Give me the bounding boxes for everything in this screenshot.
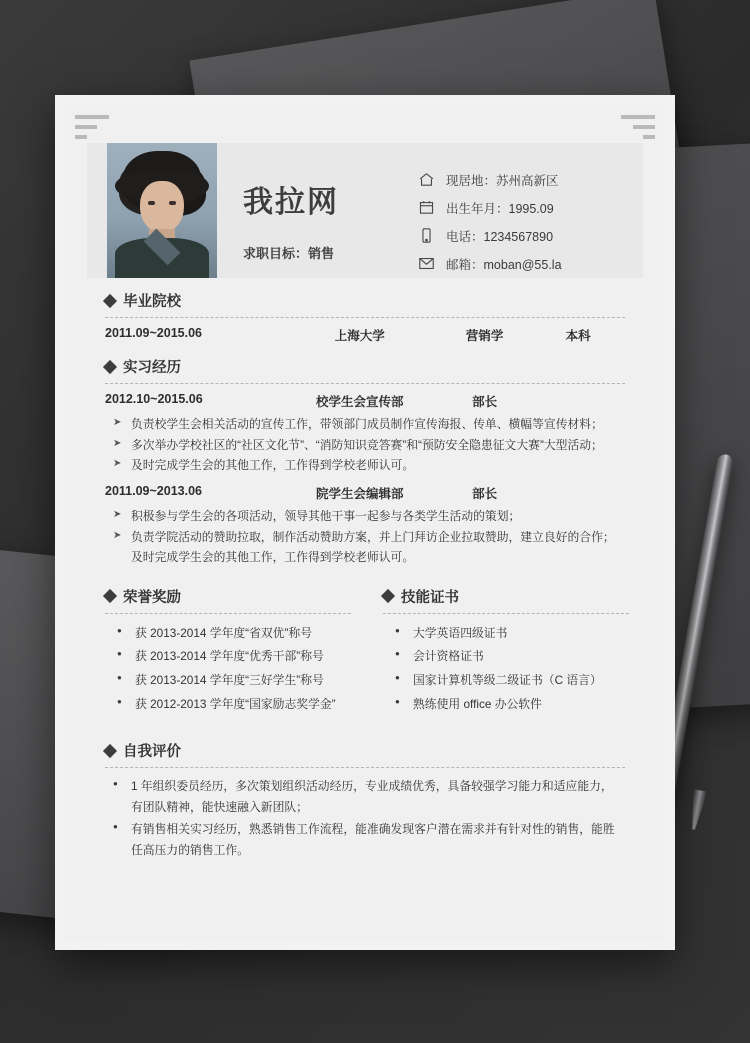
list-item: ● 1 年组织委员经历，多次策划组织活动经历，专业成绩优秀，具备较强学习能力和适应能力，有团队精神，能快速融入新团队； (113, 776, 619, 818)
contact-birthdate (417, 198, 633, 217)
list-item: ● 有销售相关实习经历，熟悉销售工作流程，能准确发现客户潜在需求并有针对性的销售，能胜任高压力的销售工作。 (113, 819, 619, 861)
candidate-name: 我拉网 (243, 186, 339, 219)
list-item: ● 国家计算机等级二级证书（C 语言） (395, 669, 633, 693)
list-item: ● 获 2013-2014 学年度“三好学生”称号 (117, 669, 355, 693)
section-label: 荣誉奖励 (123, 589, 181, 606)
section-label: 自我评价 (123, 744, 181, 761)
two-column-section (87, 586, 643, 724)
section-divider (105, 767, 625, 768)
name-block (217, 143, 407, 278)
internship-role: 部长 (472, 486, 498, 501)
honors-column (87, 586, 365, 724)
profile-photo (107, 143, 217, 278)
list-item: ➤ 负责校学生会相关活动的宣传工作，带领部门成员制作宣传海报、传单、横幅等宣传材料； (113, 414, 619, 435)
contact-email (417, 254, 633, 273)
list-item: ● 获 2013-2014 学年度“省双优”称号 (117, 622, 355, 646)
self-evaluation-section (87, 740, 643, 861)
section-label: 毕业院校 (123, 294, 181, 310)
resume-sheet (55, 95, 675, 950)
contact-phone-text: 电话：1234567890 (446, 229, 554, 244)
internship-org: 院学生会编辑部 (316, 486, 404, 501)
resume-content (87, 290, 643, 922)
internship-items (87, 506, 643, 568)
home-icon (417, 170, 436, 189)
internship-date: 2011.09~2013.06 (105, 483, 202, 498)
contact-phone (417, 226, 633, 245)
education-row (87, 326, 643, 344)
contact-list (407, 143, 643, 278)
internship-items (87, 414, 643, 476)
education-major: 营销学 (465, 329, 504, 343)
internship-date: 2012.10~2015.06 (105, 392, 203, 406)
diamond-icon (103, 744, 117, 758)
diamond-icon (103, 293, 117, 307)
section-divider (105, 383, 625, 384)
section-divider (105, 317, 625, 318)
diamond-icon (103, 359, 117, 373)
resume-header (87, 143, 643, 278)
education-degree: 本科 (565, 329, 591, 343)
diamond-icon (103, 589, 117, 603)
internship-org: 校学生会宣传部 (316, 395, 404, 409)
contact-email-text: 邮箱：moban@55.la (446, 257, 562, 272)
section-title-internship (105, 356, 643, 377)
resume-page (65, 105, 665, 940)
honors-items (87, 622, 365, 716)
internship-entry-header (87, 484, 643, 502)
list-item: ➤ 负责学院活动的赞助拉取，制作活动赞助方案，并上门拜访企业拉取赞助，建立良好的合作；及时完成学生会的其他工作，工作得到学校老师认可。 (113, 527, 619, 568)
contact-address (417, 170, 633, 189)
diamond-icon (381, 589, 395, 603)
certificates-column (365, 586, 643, 724)
self-evaluation-items (87, 776, 643, 861)
list-item: ● 大学英语四级证书 (395, 622, 633, 646)
list-item: ● 会计资格证书 (395, 645, 633, 669)
section-divider (383, 613, 629, 614)
job-target: 求职目标：销售 (243, 246, 335, 261)
list-item: ➤ 多次举办学校社区的“社区文化节”、“消防知识竞答赛”和“预防安全隐患征文大赛”大型活动； (113, 435, 619, 456)
section-title-honors (105, 586, 365, 607)
calendar-icon (417, 198, 436, 217)
section-divider (105, 613, 351, 614)
list-item: ● 获 2012-2013 学年度“国家励志奖学金” (117, 693, 355, 717)
list-item: ➤ 积极参与学生会的各项活动，领导其他干事一起参与各类学生活动的策划； (113, 506, 619, 527)
certificates-items (365, 622, 643, 716)
section-title-self-evaluation (105, 740, 643, 761)
section-title-certificates (383, 586, 643, 607)
contact-address-text: 现居地：苏州高新区 (446, 173, 559, 188)
section-title-education (105, 290, 643, 311)
list-item: ● 获 2013-2014 学年度“优秀干部”称号 (117, 645, 355, 669)
education-date: 2011.09~2015.06 (105, 326, 202, 340)
list-item: ➤ 及时完成学生会的其他工作，工作得到学校老师认可。 (113, 455, 619, 476)
phone-icon (417, 226, 436, 245)
education-school: 上海大学 (334, 329, 385, 343)
internship-role: 部长 (472, 395, 498, 409)
contact-birthdate-text: 出生年月：1995.09 (446, 201, 554, 216)
section-label: 技能证书 (401, 589, 459, 606)
internship-entry-header (87, 392, 643, 410)
section-label: 实习经历 (123, 360, 181, 376)
list-item: ● 熟练使用 office 办公软件 (395, 693, 633, 717)
mail-icon (417, 254, 436, 273)
